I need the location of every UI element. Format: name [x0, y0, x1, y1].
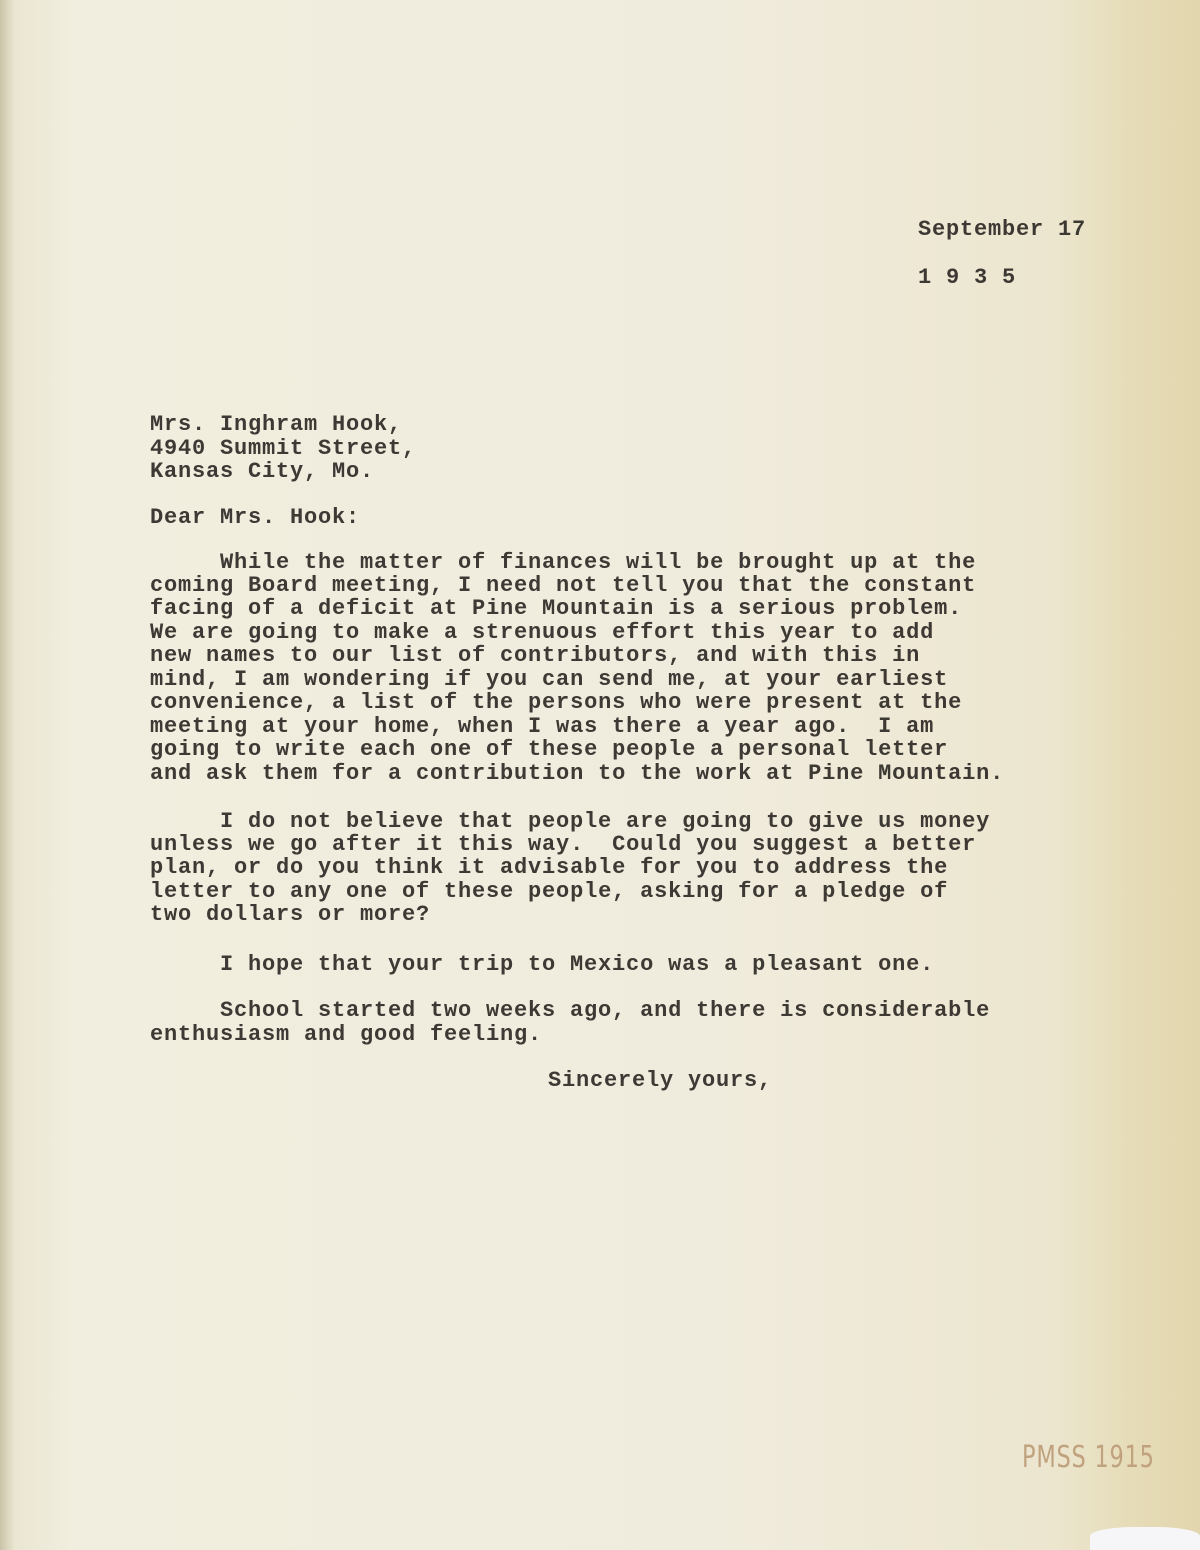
date-year: 1 9 3 5 [918, 265, 1017, 290]
body-line: enthusiasm and good feeling. [150, 1022, 543, 1047]
body-line: While the matter of finances will be brought up at the [220, 550, 977, 575]
salutation: Dear Mrs. Hook: [150, 505, 361, 530]
body-line: meeting at your home, when I was there a year ago. I am [150, 714, 935, 739]
body-line: new names to our list of contributors, and with this in [150, 643, 921, 668]
body-line: going to write each one of these people a personal letter [150, 737, 949, 762]
body-line: We are going to make a strenuous effort this year to add [150, 620, 935, 645]
body-line: plan, or do you think it advisable for you to address the [150, 855, 949, 880]
body-line: facing of a deficit at Pine Mountain is a serious problem. [150, 596, 963, 621]
body-line: mind, I am wondering if you can send me, at your earliest [150, 667, 949, 692]
paper-tear [1090, 1527, 1200, 1550]
address-line: Mrs. Inghram Hook, [150, 412, 403, 437]
date-month-day: September 17 [918, 217, 1087, 242]
body-line: unless we go after it this way. Could you suggest a better [150, 832, 977, 857]
closing: Sincerely yours, [548, 1068, 773, 1093]
body-line: two dollars or more? [150, 902, 431, 927]
address-line: 4940 Summit Street, [150, 436, 417, 461]
body-line: letter to any one of these people, asking for a pledge of [150, 879, 949, 904]
paragraph-3: I hope that your trip to Mexico was a pleasant one. [220, 952, 935, 977]
body-line: coming Board meeting, I need not tell you that the constant [150, 573, 977, 598]
body-line: I do not believe that people are going to give us money [220, 809, 991, 834]
address-line: Kansas City, Mo. [150, 459, 375, 484]
body-line: School started two weeks ago, and there is considerable [220, 998, 991, 1023]
archive-stamp: PMSS 1915 [1022, 1440, 1155, 1475]
paper-edge [0, 0, 14, 1550]
body-line: convenience, a list of the persons who were present at the [150, 690, 963, 715]
body-line: and ask them for a contribution to the work at Pine Mountain. [150, 761, 1005, 786]
